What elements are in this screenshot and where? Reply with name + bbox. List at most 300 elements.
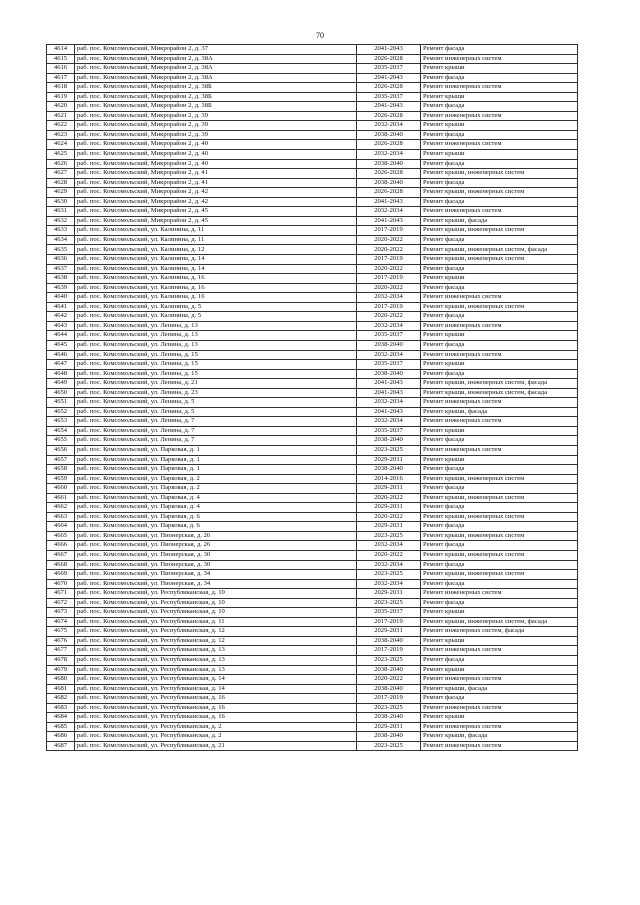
address-cell: раб. пос. Комсомольский, ул. Ленина, д. 5 [75,407,357,417]
table-row [47,398,578,408]
table-row [47,130,578,140]
table-row [47,379,578,389]
address-cell: раб. пос. Комсомольский, Микрорайон 2, д. 38А [75,64,357,74]
row-number-cell: 4684 [47,713,75,723]
work-type-cell: Ремонт фасада [421,579,578,589]
address-cell: раб. пос. Комсомольский, ул. Ленина, д. 13 [75,331,357,341]
table-row [47,665,578,675]
page-number: 70 [316,31,324,40]
period-cell: 2029-2031 [357,484,421,494]
work-type-cell: Ремонт фасада [421,197,578,207]
row-number-cell: 4663 [47,512,75,522]
period-cell: 2023-2025 [357,703,421,713]
address-cell: раб. пос. Комсомольский, ул. Республиканская, д. 12 [75,627,357,637]
table-row [47,407,578,417]
row-number-cell: 4657 [47,455,75,465]
work-type-cell: Ремонт фасада [421,484,578,494]
period-cell: 2020-2022 [357,235,421,245]
table-row [47,350,578,360]
address-cell: раб. пос. Комсомольский, ул. Ленина, д. 7 [75,436,357,446]
table-row [47,608,578,618]
work-type-cell: Ремонт крыши, инженерных систем, фасада [421,388,578,398]
row-number-cell: 4640 [47,293,75,303]
address-cell: раб. пос. Комсомольский, ул. Республиканская, д. 10 [75,589,357,599]
address-cell: раб. пос. Комсомольский, ул. Республиканская, д. 12 [75,636,357,646]
row-number-cell: 4629 [47,188,75,198]
table-row [47,64,578,74]
address-cell: раб. пос. Комсомольский, ул. Ленина, д. 13 [75,340,357,350]
period-cell: 2023-2025 [357,656,421,666]
address-cell: раб. пос. Комсомольский, ул. Республиканская, д. 10 [75,608,357,618]
period-cell: 2038-2040 [357,732,421,742]
work-type-cell: Ремонт фасада [421,503,578,513]
work-type-cell: Ремонт фасада [421,656,578,666]
period-cell: 2026-2028 [357,169,421,179]
period-cell: 2035-2037 [357,608,421,618]
row-number-cell: 4673 [47,608,75,618]
table-row [47,197,578,207]
address-cell: раб. пос. Комсомольский, ул. Пионерская, д. 26 [75,541,357,551]
table-row [47,340,578,350]
table-row [47,321,578,331]
address-cell: раб. пос. Комсомольский, ул. Калинина, д. 11 [75,226,357,236]
period-cell: 2035-2037 [357,64,421,74]
period-cell: 2020-2022 [357,493,421,503]
work-type-cell: Ремонт крыши, инженерных систем [421,188,578,198]
address-cell: раб. пос. Комсомольский, ул. Калинина, д. 16 [75,283,357,293]
work-type-cell: Ремонт крыши, инженерных систем [421,474,578,484]
period-cell: 2038-2040 [357,713,421,723]
table-row [47,445,578,455]
row-number-cell: 4656 [47,445,75,455]
row-number-cell: 4648 [47,369,75,379]
period-cell: 2038-2040 [357,665,421,675]
row-number-cell: 4636 [47,255,75,265]
row-number-cell: 4619 [47,92,75,102]
address-cell: раб. пос. Комсомольский, ул. Республиканская, д. 10 [75,598,357,608]
table-row [47,522,578,532]
row-number-cell: 4614 [47,45,75,55]
work-type-cell: Ремонт инженерных систем [421,321,578,331]
work-type-cell: Ремонт крыши [421,331,578,341]
work-type-cell: Ремонт фасада [421,264,578,274]
table-row [47,216,578,226]
row-number-cell: 4685 [47,722,75,732]
table-row [47,455,578,465]
table-row [47,656,578,666]
period-cell: 2038-2040 [357,636,421,646]
period-cell: 2020-2022 [357,283,421,293]
row-number-cell: 4623 [47,130,75,140]
table-row [47,598,578,608]
table-row [47,150,578,160]
row-number-cell: 4622 [47,121,75,131]
table-row [47,713,578,723]
address-cell: раб. пос. Комсомольский, Микрорайон 2, д. 40 [75,159,357,169]
row-number-cell: 4681 [47,684,75,694]
table-body [47,45,578,751]
address-cell: раб. пос. Комсомольский, Микрорайон 2, д. 38А [75,54,357,64]
work-type-cell: Ремонт инженерных систем [421,111,578,121]
work-type-cell: Ремонт инженерных систем [421,589,578,599]
row-number-cell: 4661 [47,493,75,503]
period-cell: 2020-2022 [357,312,421,322]
table-row [47,484,578,494]
period-cell: 2029-2031 [357,455,421,465]
row-number-cell: 4649 [47,379,75,389]
work-type-cell: Ремонт фасада [421,130,578,140]
period-cell: 2032-2034 [357,321,421,331]
address-cell: раб. пос. Комсомольский, ул. Парковая, д. 1 [75,465,357,475]
row-number-cell: 4666 [47,541,75,551]
row-number-cell: 4647 [47,360,75,370]
row-number-cell: 4644 [47,331,75,341]
row-number-cell: 4654 [47,426,75,436]
period-cell: 2041-2043 [357,45,421,55]
work-type-cell: Ремонт крыши, инженерных систем [421,570,578,580]
row-number-cell: 4650 [47,388,75,398]
table-row [47,245,578,255]
period-cell: 2041-2043 [357,73,421,83]
work-type-cell: Ремонт инженерных систем [421,54,578,64]
address-cell: раб. пос. Комсомольский, ул. Калинина, д. 14 [75,264,357,274]
period-cell: 2023-2025 [357,741,421,751]
address-cell: раб. пос. Комсомольский, ул. Ленина, д. 5 [75,398,357,408]
address-cell: раб. пос. Комсомольский, Микрорайон 2, д. 38Б [75,83,357,93]
table-row [47,579,578,589]
address-cell: раб. пос. Комсомольский, ул. Калинина, д. 16 [75,274,357,284]
row-number-cell: 4653 [47,417,75,427]
address-cell: раб. пос. Комсомольский, ул. Ленина, д. 7 [75,417,357,427]
row-number-cell: 4633 [47,226,75,236]
period-cell: 2041-2043 [357,379,421,389]
table-row [47,302,578,312]
address-cell: раб. пос. Комсомольский, ул. Парковая, д. 4 [75,493,357,503]
row-number-cell: 4678 [47,656,75,666]
work-type-cell: Ремонт инженерных систем [421,417,578,427]
work-type-cell: Ремонт фасада [421,541,578,551]
period-cell: 2029-2031 [357,722,421,732]
address-cell: раб. пос. Комсомольский, ул. Республиканская, д. 16 [75,694,357,704]
period-cell: 2035-2037 [357,426,421,436]
work-type-cell: Ремонт крыши [421,92,578,102]
table-row [47,283,578,293]
table-row [47,703,578,713]
period-cell: 2032-2034 [357,293,421,303]
work-type-cell: Ремонт фасада [421,598,578,608]
address-cell: раб. пос. Комсомольский, ул. Парковая, д. 1 [75,445,357,455]
table-row [47,636,578,646]
address-cell: раб. пос. Комсомольский, ул. Ленина, д. 13 [75,321,357,331]
row-number-cell: 4670 [47,579,75,589]
period-cell: 2023-2025 [357,598,421,608]
work-type-cell: Ремонт крыши, инженерных систем, фасада [421,617,578,627]
work-type-cell: Ремонт инженерных систем [421,398,578,408]
address-cell: раб. пос. Комсомольский, ул. Республиканская, д. 13 [75,646,357,656]
row-number-cell: 4643 [47,321,75,331]
work-type-cell: Ремонт инженерных систем [421,350,578,360]
work-type-cell: Ремонт крыши, инженерных систем [421,169,578,179]
work-type-cell: Ремонт крыши, фасада [421,407,578,417]
table-row [47,493,578,503]
row-number-cell: 4667 [47,550,75,560]
row-number-cell: 4675 [47,627,75,637]
address-cell: раб. пос. Комсомольский, ул. Ленина, д. 15 [75,350,357,360]
work-type-cell: Ремонт фасада [421,73,578,83]
period-cell: 2038-2040 [357,178,421,188]
period-cell: 2029-2031 [357,589,421,599]
row-number-cell: 4630 [47,197,75,207]
work-type-cell: Ремонт инженерных систем [421,703,578,713]
address-cell: раб. пос. Комсомольский, ул. Республиканская, д. 14 [75,675,357,685]
work-type-cell: Ремонт инженерных систем [421,646,578,656]
table-row [47,73,578,83]
row-number-cell: 4676 [47,636,75,646]
address-cell: раб. пос. Комсомольский, ул. Калинина, д. 5 [75,312,357,322]
period-cell: 2038-2040 [357,684,421,694]
row-number-cell: 4660 [47,484,75,494]
address-cell: раб. пос. Комсомольский, ул. Республиканская, д. 13 [75,656,357,666]
work-type-cell: Ремонт крыши [421,455,578,465]
period-cell: 2023-2025 [357,531,421,541]
work-type-cell: Ремонт крыши, фасада [421,732,578,742]
table-row [47,169,578,179]
work-type-cell: Ремонт крыши [421,274,578,284]
work-type-cell: Ремонт фасада [421,369,578,379]
work-type-cell: Ремонт фасада [421,102,578,112]
table-row [47,360,578,370]
period-cell: 2017-2019 [357,255,421,265]
work-type-cell: Ремонт инженерных систем [421,293,578,303]
table-row [47,531,578,541]
table-row [47,264,578,274]
address-cell: раб. пос. Комсомольский, Микрорайон 2, д. 42 [75,188,357,198]
row-number-cell: 4637 [47,264,75,274]
table-row [47,589,578,599]
table-row [47,417,578,427]
row-number-cell: 4626 [47,159,75,169]
table-row [47,159,578,169]
row-number-cell: 4664 [47,522,75,532]
table-row [47,388,578,398]
row-number-cell: 4616 [47,64,75,74]
row-number-cell: 4628 [47,178,75,188]
address-cell: раб. пос. Комсомольский, ул. Пионерская, д. 26 [75,531,357,541]
work-type-cell: Ремонт инженерных систем, фасада [421,627,578,637]
period-cell: 2038-2040 [357,436,421,446]
table-row [47,83,578,93]
work-type-cell: Ремонт фасада [421,45,578,55]
address-cell: раб. пос. Комсомольский, ул. Калинина, д. 16 [75,293,357,303]
table-row [47,140,578,150]
row-number-cell: 4669 [47,570,75,580]
table-row [47,102,578,112]
period-cell: 2041-2043 [357,388,421,398]
work-type-cell: Ремонт крыши [421,665,578,675]
row-number-cell: 4687 [47,741,75,751]
address-cell: раб. пос. Комсомольский, ул. Республиканская, д. 13 [75,665,357,675]
address-cell: раб. пос. Комсомольский, ул. Парковая, д. 1 [75,455,357,465]
period-cell: 2017-2019 [357,646,421,656]
work-type-cell: Ремонт фасада [421,522,578,532]
period-cell: 2017-2019 [357,694,421,704]
address-cell: раб. пос. Комсомольский, ул. Пионерская, д. 30 [75,560,357,570]
address-cell: раб. пос. Комсомольский, ул. Республиканская, д. 14 [75,684,357,694]
work-type-cell: Ремонт инженерных систем [421,445,578,455]
address-cell: раб. пос. Комсомольский, ул. Республиканская, д. 11 [75,617,357,627]
row-number-cell: 4641 [47,302,75,312]
address-cell: раб. пос. Комсомольский, Микрорайон 2, д. 40 [75,140,357,150]
row-number-cell: 4662 [47,503,75,513]
period-cell: 2020-2022 [357,264,421,274]
work-type-cell: Ремонт инженерных систем [421,207,578,217]
table-row [47,92,578,102]
period-cell: 2032-2034 [357,417,421,427]
row-number-cell: 4652 [47,407,75,417]
period-cell: 2029-2031 [357,627,421,637]
address-cell: раб. пос. Комсомольский, ул. Парковая, д. 2 [75,474,357,484]
address-cell: раб. пос. Комсомольский, ул. Республиканская, д. 2 [75,732,357,742]
period-cell: 2041-2043 [357,197,421,207]
address-cell: раб. пос. Комсомольский, ул. Пионерская, д. 34 [75,579,357,589]
work-type-cell: Ремонт фасада [421,560,578,570]
row-number-cell: 4683 [47,703,75,713]
work-type-cell: Ремонт крыши [421,608,578,618]
work-type-cell: Ремонт крыши [421,64,578,74]
address-cell: раб. пос. Комсомольский, ул. Калинина, д. 12 [75,245,357,255]
period-cell: 2026-2028 [357,83,421,93]
table-row [47,178,578,188]
work-type-cell: Ремонт крыши [421,121,578,131]
row-number-cell: 4665 [47,531,75,541]
period-cell: 2017-2019 [357,226,421,236]
row-number-cell: 4625 [47,150,75,160]
repair-schedule-table [46,44,578,751]
table-row [47,617,578,627]
row-number-cell: 4615 [47,54,75,64]
work-type-cell: Ремонт фасада [421,312,578,322]
work-type-cell: Ремонт фасада [421,694,578,704]
work-type-cell: Ремонт крыши [421,150,578,160]
row-number-cell: 4651 [47,398,75,408]
row-number-cell: 4642 [47,312,75,322]
row-number-cell: 4672 [47,598,75,608]
period-cell: 2029-2031 [357,503,421,513]
period-cell: 2032-2034 [357,560,421,570]
address-cell: раб. пос. Комсомольский, ул. Республиканская, д. 2 [75,722,357,732]
work-type-cell: Ремонт инженерных систем [421,83,578,93]
table-row [47,121,578,131]
work-type-cell: Ремонт крыши, фасада [421,216,578,226]
address-cell: раб. пос. Комсомольский, Микрорайон 2, д. 37 [75,45,357,55]
period-cell: 2035-2037 [357,331,421,341]
period-cell: 2017-2019 [357,617,421,627]
period-cell: 2020-2022 [357,245,421,255]
table-row [47,675,578,685]
work-type-cell: Ремонт крыши, инженерных систем, фасада [421,245,578,255]
address-cell: раб. пос. Комсомольский, ул. Ленина, д. 21 [75,379,357,389]
table-row [47,426,578,436]
row-number-cell: 4632 [47,216,75,226]
work-type-cell: Ремонт крыши, фасада [421,684,578,694]
address-cell: раб. пос. Комсомольский, ул. Ленина, д. 15 [75,369,357,379]
period-cell: 2035-2037 [357,360,421,370]
period-cell: 2032-2034 [357,398,421,408]
period-cell: 2023-2025 [357,570,421,580]
table-row [47,207,578,217]
period-cell: 2017-2019 [357,274,421,284]
work-type-cell: Ремонт крыши, инженерных систем [421,512,578,522]
period-cell: 2029-2031 [357,522,421,532]
address-cell: раб. пос. Комсомольский, Микрорайон 2, д. 38Б [75,102,357,112]
row-number-cell: 4624 [47,140,75,150]
row-number-cell: 4631 [47,207,75,217]
table-row [47,465,578,475]
period-cell: 2026-2028 [357,188,421,198]
row-number-cell: 4659 [47,474,75,484]
table-row [47,45,578,55]
work-type-cell: Ремонт крыши [421,713,578,723]
address-cell: раб. пос. Комсомольский, ул. Республиканская, д. 21 [75,741,357,751]
work-type-cell: Ремонт фасада [421,283,578,293]
work-type-cell: Ремонт крыши, инженерных систем [421,302,578,312]
address-cell: раб. пос. Комсомольский, ул. Парковая, д. 2 [75,484,357,494]
table-row [47,503,578,513]
table-row [47,293,578,303]
work-type-cell: Ремонт фасада [421,178,578,188]
row-number-cell: 4686 [47,732,75,742]
row-number-cell: 4635 [47,245,75,255]
row-number-cell: 4655 [47,436,75,446]
address-cell: раб. пос. Комсомольский, Микрорайон 2, д. 41 [75,178,357,188]
period-cell: 2032-2034 [357,350,421,360]
row-number-cell: 4620 [47,102,75,112]
work-type-cell: Ремонт фасада [421,465,578,475]
period-cell: 2038-2040 [357,369,421,379]
table-row [47,627,578,637]
row-number-cell: 4679 [47,665,75,675]
address-cell: раб. пос. Комсомольский, Микрорайон 2, д. 38А [75,73,357,83]
address-cell: раб. пос. Комсомольский, Микрорайон 2, д. 41 [75,169,357,179]
address-cell: раб. пос. Комсомольский, ул. Парковая, д. 6 [75,522,357,532]
period-cell: 2032-2034 [357,150,421,160]
row-number-cell: 4658 [47,465,75,475]
period-cell: 2026-2028 [357,54,421,64]
address-cell: раб. пос. Комсомольский, ул. Калинина, д. 11 [75,235,357,245]
table-row [47,436,578,446]
work-type-cell: Ремонт крыши [421,360,578,370]
table-row [47,255,578,265]
address-cell: раб. пос. Комсомольский, Микрорайон 2, д. 45 [75,216,357,226]
period-cell: 2041-2043 [357,407,421,417]
period-cell: 2035-2037 [357,92,421,102]
address-cell: раб. пос. Комсомольский, ул. Ленина, д. 7 [75,426,357,436]
period-cell: 2038-2040 [357,465,421,475]
row-number-cell: 4621 [47,111,75,121]
row-number-cell: 4677 [47,646,75,656]
work-type-cell: Ремонт фасада [421,235,578,245]
work-type-cell: Ремонт крыши, инженерных систем [421,550,578,560]
period-cell: 2014-2016 [357,474,421,484]
table-row [47,722,578,732]
period-cell: 2032-2034 [357,207,421,217]
work-type-cell: Ремонт крыши, инженерных систем [421,255,578,265]
address-cell: раб. пос. Комсомольский, Микрорайон 2, д. 40 [75,150,357,160]
period-cell: 2020-2022 [357,675,421,685]
table-row [47,512,578,522]
table-row [47,741,578,751]
period-cell: 2041-2043 [357,102,421,112]
